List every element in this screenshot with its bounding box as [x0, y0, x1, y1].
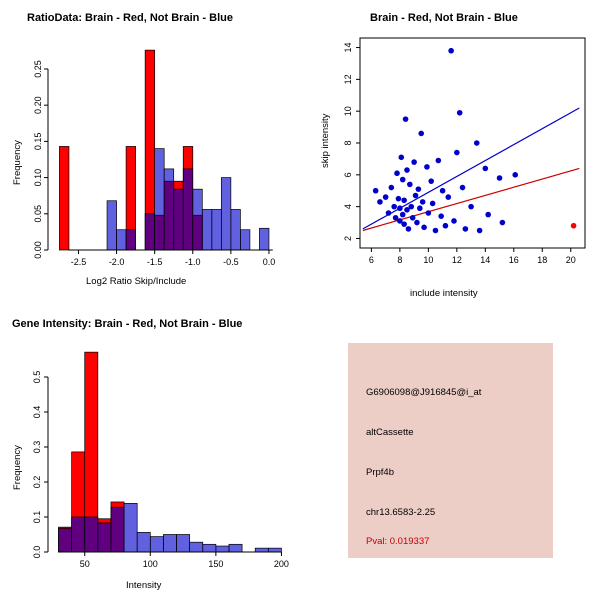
panel2-xlabel: include intensity	[410, 288, 478, 299]
axis-tick-label: 0.05	[33, 205, 43, 223]
axis-tick-label: -1.5	[146, 257, 163, 267]
histogram-bar	[255, 548, 268, 552]
panel-intensity-scatter	[300, 0, 600, 300]
axis-tick-label: 14	[343, 42, 353, 53]
panel2-title: Brain - Red, Not Brain - Blue	[370, 12, 518, 24]
axis-tick-label: 0.1	[32, 510, 42, 524]
histogram-bar	[72, 517, 85, 552]
histogram-bar	[124, 503, 137, 552]
scatter-point	[404, 167, 410, 173]
axis-tick-label: 0.5	[32, 370, 42, 384]
axis-tick-label: 200	[273, 559, 289, 569]
scatter-point	[500, 220, 506, 226]
histogram-bar	[177, 535, 190, 553]
scatter-point	[403, 116, 409, 122]
scatter-point	[445, 194, 451, 200]
panel2-ylabel: skip intensity	[320, 113, 331, 168]
panel2-plot	[300, 0, 600, 300]
histogram-bar	[212, 209, 222, 250]
scatter-point	[485, 212, 491, 218]
histogram-bar	[221, 178, 231, 250]
scatter-point	[400, 212, 406, 218]
axis-tick-label: -1.0	[185, 257, 201, 267]
info-line-pvalue: Pval: 0.019337	[366, 536, 430, 547]
histogram-bar	[202, 209, 212, 250]
scatter-point	[483, 166, 489, 172]
axis-tick-label: 100	[142, 559, 158, 569]
axis-tick-label: -2.5	[70, 257, 87, 267]
scatter-point	[383, 194, 389, 200]
axis-tick-label: -2.0	[108, 257, 125, 267]
scatter-point	[451, 218, 457, 224]
panel3-ylabel: Frequency	[12, 445, 23, 490]
panel3-xlabel: Intensity	[126, 580, 162, 591]
regression-line	[363, 168, 579, 230]
axis-tick-label: -0.5	[223, 257, 239, 267]
histogram-bar	[107, 201, 117, 250]
scatter-point	[468, 204, 474, 210]
scatter-point	[400, 177, 406, 183]
scatter-point	[433, 228, 439, 234]
histogram-bar	[145, 214, 155, 250]
histogram-bar	[98, 523, 111, 552]
info-line-probeset: G6906098@J916845@i_at	[366, 387, 482, 398]
histogram-bar	[216, 546, 229, 552]
panel1-ylabel: Frequency	[12, 140, 23, 185]
axis-tick-label: 6	[368, 255, 374, 265]
histogram-bar	[126, 230, 136, 250]
scatter-point	[440, 188, 446, 194]
scatter-point	[414, 220, 420, 226]
scatter-point	[424, 164, 430, 170]
scatter-point	[394, 170, 400, 176]
histogram-bar	[174, 189, 184, 250]
histogram-bar	[155, 149, 165, 250]
panel3-title: Gene Intensity: Brain - Red, Not Brain - Blue	[12, 318, 243, 330]
axis-tick-label: 50	[79, 559, 90, 569]
histogram-bar	[59, 146, 69, 250]
axis-tick-label: 2	[343, 235, 353, 241]
histogram-bar	[111, 507, 124, 552]
histogram-bar	[58, 529, 71, 552]
scatter-point	[386, 210, 392, 216]
axis-tick-label: 150	[208, 559, 224, 569]
scatter-point	[411, 159, 417, 165]
scatter-point	[406, 226, 412, 232]
histogram-bar	[190, 542, 203, 552]
histogram-bar	[259, 228, 269, 250]
axis-tick-label: 0.2	[32, 475, 42, 489]
scatter-point	[443, 223, 449, 229]
scatter-point	[417, 205, 423, 211]
axis-tick-label: 0.15	[33, 132, 43, 151]
scatter-point	[454, 150, 460, 156]
histogram-bar	[85, 517, 98, 552]
histogram-bar	[117, 230, 127, 250]
histogram-bar	[163, 535, 176, 553]
panel1-xlabel: Log2 Ratio Skip/Include	[86, 276, 187, 287]
regression-line	[363, 108, 579, 229]
histogram-bar	[183, 169, 193, 250]
scatter-point	[418, 131, 424, 137]
scatter-point	[397, 205, 403, 211]
panel3-plot	[0, 300, 300, 600]
axis-tick-label: 0.0	[32, 545, 42, 559]
axis-tick-label: 10	[423, 255, 434, 265]
scatter-point	[512, 172, 518, 178]
scatter-point	[421, 225, 427, 231]
scatter-point	[398, 155, 404, 161]
axis-tick-label: 14	[480, 255, 491, 265]
scatter-point	[571, 223, 577, 229]
scatter-point	[410, 215, 416, 221]
histogram-bar	[164, 169, 174, 250]
scatter-point	[408, 204, 414, 210]
scatter-point	[373, 188, 379, 194]
histogram-bar	[203, 544, 216, 552]
axis-tick-label: 0.25	[33, 60, 43, 78]
scatter-point	[497, 175, 503, 181]
scatter-point	[420, 199, 426, 205]
info-line-event-type: altCassette	[366, 427, 414, 438]
axis-tick-label: 0.3	[32, 440, 42, 454]
scatter-point	[401, 197, 407, 203]
histogram-bar	[137, 532, 150, 552]
axis-tick-label: 6	[343, 172, 353, 178]
axis-tick-label: 8	[397, 255, 403, 265]
scatter-point	[413, 193, 419, 199]
scatter-point	[426, 210, 432, 216]
scatter-point	[460, 185, 466, 191]
scatter-point	[389, 185, 395, 191]
scatter-point	[477, 228, 483, 234]
axis-tick-label: 10	[343, 106, 353, 117]
axis-tick-label: 0.4	[32, 405, 42, 419]
axis-tick-label: 20	[565, 255, 576, 265]
panel1-title: RatioData: Brain - Red, Not Brain - Blue	[27, 12, 233, 24]
panel1-plot	[0, 0, 300, 300]
histogram-bar	[231, 209, 241, 250]
scatter-point	[391, 204, 397, 210]
scatter-point	[396, 196, 402, 202]
histogram-bar	[229, 544, 242, 552]
histogram-bar	[240, 230, 250, 250]
axis-tick-label: 4	[343, 204, 353, 210]
info-line-gene-symbol: Prpf4b	[366, 467, 394, 478]
axis-tick-label: 0.20	[33, 96, 43, 114]
scatter-point	[428, 178, 434, 184]
axis-tick-label: 8	[343, 140, 353, 146]
scatter-point	[474, 140, 480, 146]
scatter-point	[457, 110, 463, 116]
scatter-point	[407, 182, 413, 188]
scatter-point	[463, 226, 469, 232]
gene-info-panel	[348, 343, 553, 558]
scatter-point	[377, 199, 383, 205]
scatter-point	[430, 201, 436, 207]
axis-tick-label: 0.0	[262, 257, 276, 267]
histogram-bar	[268, 548, 281, 552]
scatter-point	[436, 158, 442, 164]
axis-tick-label: 12	[451, 255, 462, 265]
axis-tick-label: 16	[508, 255, 519, 265]
scatter-point	[438, 213, 444, 219]
scatter-point	[416, 186, 422, 192]
scatter-point	[401, 221, 407, 227]
info-line-locus: chr13.6583-2.25	[366, 507, 436, 518]
panel-ratio-histogram	[0, 0, 300, 300]
histogram-bar	[193, 189, 203, 250]
axis-tick-label: 12	[343, 74, 353, 85]
panel-gene-intensity-histogram	[0, 300, 300, 600]
histogram-bar	[150, 537, 163, 552]
axis-tick-label: 0.00	[33, 241, 43, 259]
axis-tick-label: 18	[537, 255, 548, 265]
axis-tick-label: 0.10	[33, 168, 43, 187]
scatter-point	[448, 48, 454, 54]
